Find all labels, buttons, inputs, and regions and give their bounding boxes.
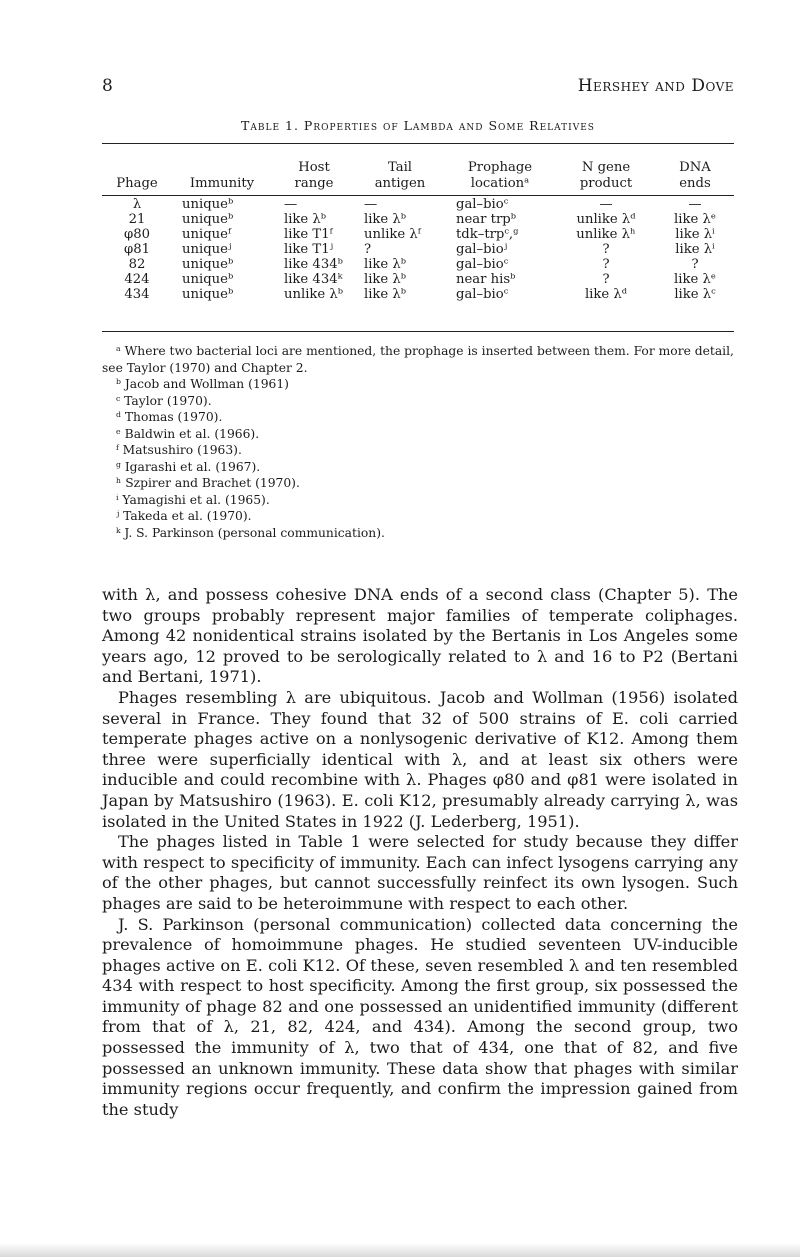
col-header-dna-ends: DNA ends	[679, 160, 711, 191]
table-top-rule	[102, 143, 734, 144]
cell-host-range: like T1ʲ	[284, 242, 334, 257]
cell-tail-antigen: ?	[364, 242, 372, 257]
footnote: ᵍ Igarashi et al. (1967).	[116, 459, 261, 474]
table-row	[102, 212, 734, 227]
body-text	[102, 585, 738, 1120]
cell-immunity: uniqueʲ	[182, 242, 232, 257]
properties-table	[102, 146, 734, 302]
cell-dna-ends: —	[688, 197, 702, 212]
cell-immunity: uniqueᵇ	[182, 287, 234, 302]
cell-n-gene-product: unlike λᵈ	[576, 212, 636, 227]
table-title: Table 1. Properties of Lambda and Some Relatives	[241, 118, 595, 133]
col-header-tail-antigen: Tail antigen	[374, 160, 426, 191]
paragraph: J. S. Parkinson (personal communication) collected data concerning the prevalence of homoimmune phages. He studied seventeen UV-inducible phages active on E. coli K12. Of these, seven resembled λ and ten resembled 434 with respect to host specificity. Among the first group, six possessed the immunity of phage 82 and one possessed an unidentified immunity (different from that of λ, 21, 82, 424, and 434). Among the second group, two possessed the immunity of λ, two that of 434, one that of 82, and five possessed an unknown immunity. These data show that phages with similar immunity regions occur frequently, and confirm the impression gained from the study	[102, 914, 738, 1119]
cell-phage: 82	[128, 257, 146, 272]
footnote: ⁱ Yamagishi et al. (1965).	[116, 492, 270, 507]
scan-shadow	[0, 1243, 800, 1257]
cell-host-range: like 434ᵏ	[284, 272, 343, 287]
cell-host-range: like 434ᵇ	[284, 257, 343, 272]
cell-immunity: uniqueᵇ	[182, 197, 234, 212]
cell-tail-antigen: unlike λᶠ	[364, 227, 421, 242]
cell-n-gene-product: ?	[602, 242, 610, 257]
cell-immunity: uniqueᵇ	[182, 272, 234, 287]
col-header-n-gene-product: N gene product	[579, 160, 633, 191]
cell-phage: 434	[124, 287, 150, 302]
cell-phage: φ80	[123, 227, 150, 242]
footnote: ᵏ J. S. Parkinson (personal communication).	[116, 525, 385, 540]
footnote: ᶜ Taylor (1970).	[116, 393, 212, 408]
running-head	[102, 76, 734, 98]
col-header-immunity: Immunity	[189, 176, 255, 191]
table-row	[102, 242, 734, 257]
table-row	[102, 257, 734, 272]
cell-immunity: uniqueᵇ	[182, 212, 234, 227]
cell-dna-ends: ?	[691, 257, 699, 272]
cell-prophage-location: gal–bioᶜ	[456, 197, 509, 212]
cell-prophage-location: gal–bioʲ	[456, 242, 508, 257]
cell-prophage-location: near trpᵇ	[456, 212, 516, 227]
footnote: ᵈ Thomas (1970).	[116, 410, 223, 424]
table-footnotes	[102, 343, 738, 541]
footnote: ʰ Szpirer and Brachet (1970).	[116, 476, 300, 490]
cell-dna-ends: like λᶜ	[674, 287, 716, 302]
cell-immunity: uniqueᶠ	[182, 227, 231, 242]
paragraph: The phages listed in Table 1 were selected for study because they differ with respect to specificity of immunity. Each can infect lysogens carrying any of the other phages, but cannot successfully reinfect its own lysogen. Such phages are said to be heteroimmune with respect to each other.	[102, 832, 738, 913]
cell-n-gene-product: ?	[602, 272, 610, 287]
paragraph: with λ, and possess cohesive DNA ends of a second class (Chapter 5). The two groups probably represent major families of temperate coliphages. Among 42 nonidentical strains isolated by the Bertanis in Los Angeles some years ago, 12 proved to be serologically related to λ and 16 to P2 (Bertani and Bertani, 1971).	[102, 585, 738, 687]
table-row	[102, 192, 734, 212]
col-header-phage: Phage	[116, 176, 158, 191]
cell-tail-antigen: —	[364, 197, 378, 212]
footnote: ᵃ Where two bacterial loci are mentioned, the prophage is inserted between them. For more detail, see Taylor (1970) and Chapter 2.	[102, 344, 734, 375]
footnote: ʲ Takeda et al. (1970).	[116, 509, 252, 523]
cell-n-gene-product: like λᵈ	[584, 287, 628, 302]
col-header-host-range: Host range	[294, 160, 334, 191]
cell-prophage-location: gal–bioᶜ	[456, 257, 509, 272]
table-header-row	[102, 146, 734, 192]
cell-tail-antigen: like λᵇ	[364, 257, 407, 272]
cell-prophage-location: near hisᵇ	[456, 272, 516, 287]
page-number: 8	[102, 76, 113, 96]
cell-immunity: uniqueᵇ	[182, 257, 234, 272]
table-row	[102, 272, 734, 287]
cell-phage: λ	[132, 197, 142, 212]
cell-tail-antigen: like λᵇ	[364, 212, 407, 227]
cell-phage: 424	[124, 272, 150, 287]
cell-prophage-location: tdk–trpᶜ,ᵍ	[456, 227, 519, 242]
cell-tail-antigen: like λᵇ	[364, 272, 407, 287]
table-row	[102, 287, 734, 302]
cell-phage: 21	[128, 212, 146, 227]
footnote: ᶠ Matsushiro (1963).	[116, 443, 242, 457]
cell-dna-ends: like λⁱ	[675, 227, 715, 242]
cell-dna-ends: like λᵉ	[674, 272, 716, 287]
cell-host-range: like T1ᶠ	[284, 227, 333, 242]
cell-host-range: —	[284, 197, 298, 212]
cell-host-range: unlike λᵇ	[284, 287, 344, 302]
cell-n-gene-product: unlike λʰ	[576, 227, 636, 242]
cell-phage: φ81	[123, 242, 150, 257]
table-bottom-rule	[102, 331, 734, 332]
cell-tail-antigen: like λᵇ	[364, 287, 407, 302]
cell-dna-ends: like λᵉ	[674, 212, 716, 227]
cell-dna-ends: like λⁱ	[675, 242, 715, 257]
cell-n-gene-product: —	[599, 197, 613, 212]
cell-host-range: like λᵇ	[284, 212, 327, 227]
col-header-prophage-location: Prophage locationᵃ	[467, 160, 533, 191]
footnote: ᵉ Baldwin et al. (1966).	[116, 426, 260, 441]
cell-n-gene-product: ?	[602, 257, 610, 272]
footnote: ᵇ Jacob and Wollman (1961)	[116, 377, 289, 391]
table-row	[102, 227, 734, 242]
running-head-authors: Hershey and Dove	[577, 76, 734, 96]
paragraph: Phages resembling λ are ubiquitous. Jacob and Wollman (1956) isolated several in France. They found that 32 of 500 strains of E. coli carried temperate phages active on a nonlysogenic derivative of K12. Among them three were superficially identical with λ, and at least six others were inducible and could recombine with λ. Phages φ80 and φ81 were isolated in Japan by Matsushiro (1963). E. coli K12, presumably already carrying λ, was isolated in the United States in 1922 (J. Lederberg, 1951).	[102, 687, 738, 831]
cell-prophage-location: gal–bioᶜ	[456, 287, 509, 302]
